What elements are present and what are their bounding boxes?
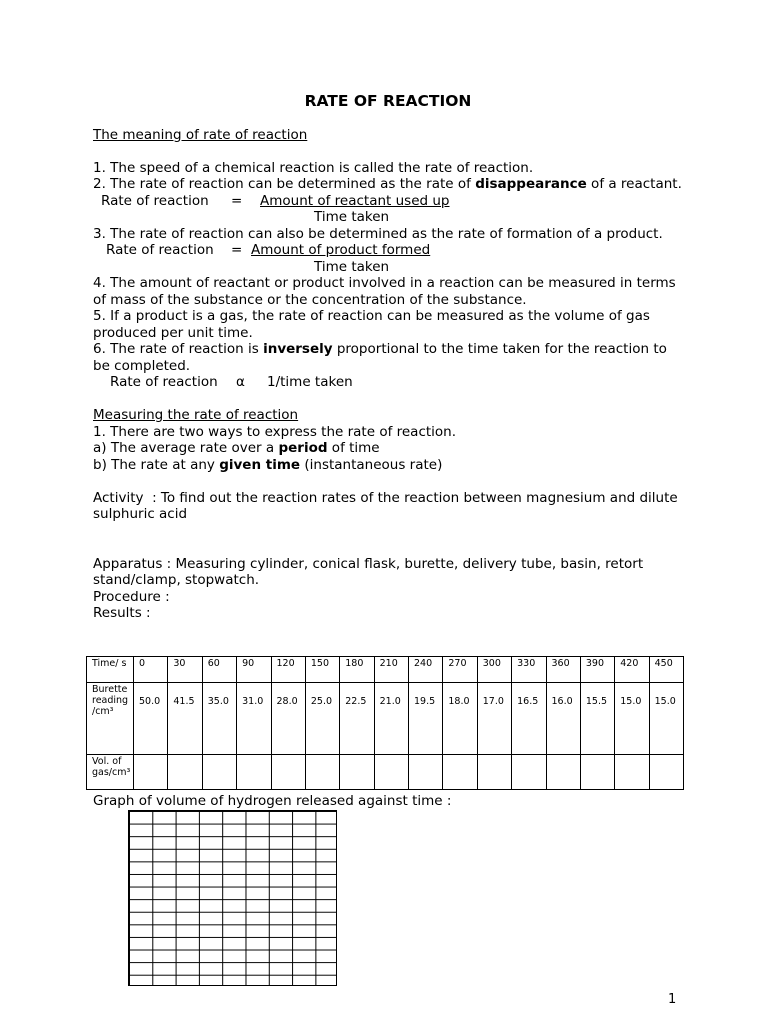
burette-cell: 15.5 xyxy=(580,683,614,755)
measuring-line-b: b) The rate at any given time (instantaneous rate) xyxy=(93,456,443,473)
burette-cell: 17.0 xyxy=(477,683,511,755)
gas-volume-row xyxy=(87,755,684,790)
gas-volume-cell xyxy=(443,755,477,790)
gas-volume-cell xyxy=(305,755,339,790)
equation-numerator: Amount of reactant used up xyxy=(260,192,450,209)
procedure-label: Procedure : xyxy=(93,588,170,605)
time-cell: 420 xyxy=(615,657,649,683)
equals-sign: = xyxy=(231,242,243,258)
gas-volume-cell xyxy=(237,755,271,790)
paragraph-6: 6. The rate of reaction is inversely proportional to the time taken for the reaction to be completed. xyxy=(93,341,667,374)
section-heading-meaning: The meaning of rate of reaction xyxy=(93,126,308,143)
burette-cell: 50.0 xyxy=(134,683,168,755)
time-cell: 0 xyxy=(134,657,168,683)
graph-caption: Graph of volume of hydrogen released against time : xyxy=(93,793,452,809)
results-table xyxy=(86,656,684,790)
time-cell: 30 xyxy=(168,657,202,683)
equation-denominator: Time taken xyxy=(314,258,390,275)
gas-volume-cell xyxy=(271,755,305,790)
activity-text: Activity : To find out the reaction rates of the reaction between magnesium and dilute sulphuric acid xyxy=(93,489,683,522)
burette-row xyxy=(87,683,684,755)
time-cell: 180 xyxy=(340,657,374,683)
gas-volume-cell xyxy=(340,755,374,790)
time-cell: 450 xyxy=(649,657,683,683)
paragraph-5: 5. If a product is a gas, the rate of reaction can be measured as the volume of gas produced per unit time. xyxy=(93,308,650,341)
burette-cell: 16.5 xyxy=(512,683,546,755)
equals-sign: = xyxy=(231,192,243,209)
equation-denominator: Time taken xyxy=(314,209,390,225)
paragraph-3: 3. The rate of reaction can also be determined as the rate of formation of a product. xyxy=(93,225,663,242)
time-cell: 360 xyxy=(546,657,580,683)
gas-volume-cell xyxy=(477,755,511,790)
burette-cell: 18.0 xyxy=(443,683,477,755)
burette-cell: 25.0 xyxy=(305,683,339,755)
document-body xyxy=(93,93,683,622)
burette-cell: 19.5 xyxy=(409,683,443,755)
equation-reactant xyxy=(93,193,683,210)
time-cell: 240 xyxy=(409,657,443,683)
page-number: 1 xyxy=(668,992,677,1007)
burette-cell: 35.0 xyxy=(202,683,236,755)
equation-label: Rate of reaction xyxy=(101,192,209,209)
equation-numerator: Amount of product formed xyxy=(251,242,431,258)
burette-cell: 21.0 xyxy=(374,683,408,755)
measuring-line-1: 1. There are two ways to express the rate of reaction. xyxy=(93,423,457,440)
gas-volume-cell xyxy=(649,755,683,790)
paragraph-2: 2. The rate of reaction can be determined as the rate of disappearance of a reactant. xyxy=(93,176,682,192)
time-cell: 300 xyxy=(477,657,511,683)
equation-product xyxy=(93,242,683,259)
time-cell: 270 xyxy=(443,657,477,683)
gas-volume-cell xyxy=(512,755,546,790)
gas-volume-cell xyxy=(374,755,408,790)
burette-cell: 41.5 xyxy=(168,683,202,755)
time-cell: 90 xyxy=(237,657,271,683)
burette-cell: 16.0 xyxy=(546,683,580,755)
page-title: RATE OF REACTION xyxy=(304,92,472,110)
gas-volume-cell xyxy=(134,755,168,790)
burette-row-label: Burette reading /cm³ xyxy=(87,683,134,755)
burette-cell: 15.0 xyxy=(649,683,683,755)
measuring-line-a: a) The average rate over a period of time xyxy=(93,440,380,456)
burette-cell: 31.0 xyxy=(237,683,271,755)
proportion-value: 1/time taken xyxy=(267,374,353,390)
time-cell: 150 xyxy=(305,657,339,683)
section-heading-measuring: Measuring the rate of reaction xyxy=(93,407,299,423)
gas-volume-row-label: Vol. of gas/cm³ xyxy=(87,755,134,790)
proportional-symbol: α xyxy=(236,374,245,390)
equation-label: Rate of reaction xyxy=(106,242,214,258)
time-cell: 330 xyxy=(512,657,546,683)
proportion-label: Rate of reaction xyxy=(110,374,218,390)
burette-cell: 15.0 xyxy=(615,683,649,755)
gas-volume-cell xyxy=(580,755,614,790)
paragraph-1: 1. The speed of a chemical reaction is called the rate of reaction. xyxy=(93,159,534,176)
time-cell: 210 xyxy=(374,657,408,683)
gas-volume-cell xyxy=(202,755,236,790)
burette-cell: 28.0 xyxy=(271,683,305,755)
gas-volume-cell xyxy=(409,755,443,790)
time-cell: 120 xyxy=(271,657,305,683)
gas-volume-cell xyxy=(168,755,202,790)
gas-volume-cell xyxy=(546,755,580,790)
paragraph-4: 4. The amount of reactant or product involved in a reaction can be measured in terms of mass of the substance or the concentration of the substance. xyxy=(93,275,676,308)
time-cell: 390 xyxy=(580,657,614,683)
proportionality xyxy=(93,374,683,391)
gas-volume-cell xyxy=(615,755,649,790)
graph-grid xyxy=(128,810,337,986)
apparatus-text: Apparatus : Measuring cylinder, conical flask, burette, delivery tube, basin, retort stand/clamp, stopwatch. xyxy=(93,555,644,588)
time-cell: 60 xyxy=(202,657,236,683)
results-label: Results : xyxy=(93,605,151,621)
burette-cell: 22.5 xyxy=(340,683,374,755)
time-row xyxy=(87,657,684,683)
time-row-label: Time/ s xyxy=(87,657,134,683)
